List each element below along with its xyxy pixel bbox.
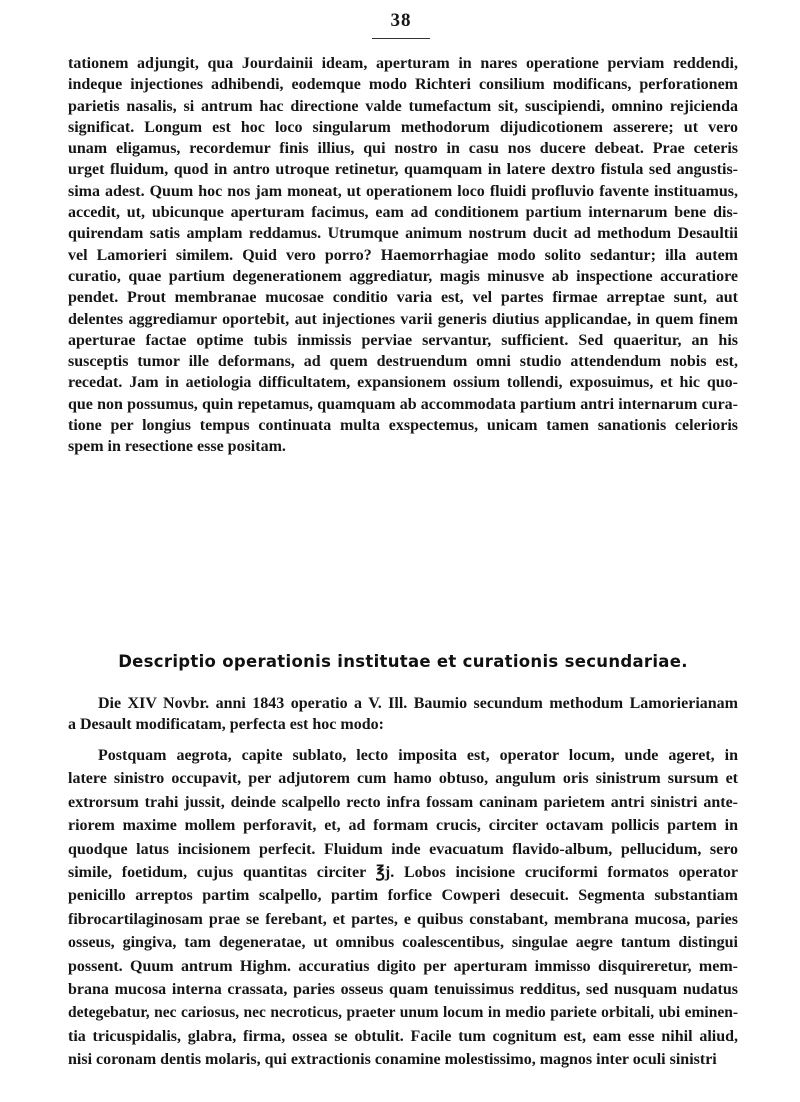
text-line: indeque injectiones adhibendi, eodemque modo Richteri consilium modificans, perforationem: [68, 76, 738, 94]
text-line: tione per longius tempus continuata multa exspectemus, unicam tamen sanationis celerioris: [68, 417, 738, 435]
text-line: extrorsum trahi jussit, deinde scalpello recto infra fossam caninam parietem antri sinistri ante-: [68, 793, 738, 811]
text-line: simile, foetidum, cujus quantitas circiter ℥j. Lobos incisione cruciformi formatos operator: [68, 864, 738, 882]
text-line: tia tricuspidalis, glabra, firma, ossea se obtulit. Facile tum cognitum est, eam esse nihil aliud,: [68, 1027, 738, 1045]
paragraph-text: [68, 53, 738, 458]
text-line: unam eligamus, recordemur finis illius, qui nostro in casu nos ducere debeat. Prae ceteris: [68, 140, 738, 158]
text-line: delentes aggrediamur oportebit, aut injectiones varii generis diutius applicandae, in quem finem: [68, 310, 738, 328]
text-line: accedit, ut, ubicunque aperturam facimus, eam ad conditionem partium internarum bene dis-: [68, 204, 738, 222]
text-line: recedat. Jam in aetiologia difficultatem, expansionem ossium tollendi, exposuimus, et hic quo-: [68, 374, 738, 392]
text-line: penicillo arreptos partim scalpello, partim forfice Cowperi desecuit. Segmenta substantiam: [68, 887, 738, 905]
text-line: urget fluidum, quod in antro utroque retinetur, quamquam in latere dextro fistula sed angustis-: [68, 161, 738, 179]
text-line: brana mucosa interna crassata, paries osseus quam tenuissimus redditus, sed nusquam nudatus: [68, 981, 738, 999]
text-line: riorem maxime mollem perforavit, et, ad formam crucis, circiter octavam pollicis partem in: [68, 817, 738, 835]
text-line: sima adest. Quum hoc nos jam moneat, ut operationem loco fluidi profluvio favente instituamus,: [68, 182, 738, 200]
text-line: tationem adjungit, qua Jourdainii ideam, aperturam in nares operatione perviam reddendi,: [68, 55, 738, 72]
paragraph-intro: [68, 53, 738, 458]
text-line: curatio, quae partium degenerationem aggrediatur, magis minusve ab inspectione accuratiore: [68, 267, 738, 285]
text-line: susceptis tumor ille deformans, ad quem destruendum omni studio attendendum nobis est,: [68, 353, 738, 371]
paragraph-operation: [68, 744, 738, 1072]
text-line: quirendam satis amplam reddamus. Utrumque animum nostrum ducit ad methodum Desaultii: [68, 225, 738, 243]
text-line: osseus, gingiva, tam degeneratae, ut omnibus coalescentibus, singulae aegre tantum distingui: [68, 934, 738, 952]
text-line: significat. Longum est hoc loco singularum methodorum dijudicotionem asserere; ut vero: [68, 118, 738, 136]
text-line: Die XIV Novbr. anni 1843 operatio a V. Ill. Baumio secundum methodum Lamorierianam: [98, 695, 738, 712]
text-line: parietis nasalis, si antrum hac directione valde tumefactum sit, suscipiendi, omnino rejicienda: [68, 97, 738, 115]
paragraph-text: [68, 693, 738, 736]
text-line: spem in resectione esse positam.: [68, 438, 286, 456]
text-line: detegebatur, nec cariosus, nec necroticus, praeter unum locum in medio pariete orbitali, ubi eminen-: [68, 1004, 738, 1022]
text-line: vel Lamorieri similem. Quid vero porro? Haemorrhagiae modo solito sedantur; illa autem: [68, 246, 738, 264]
page-number-rule: [372, 38, 430, 39]
text-line: latere sinistro occupavit, per adjutorem cum hamo obtuso, angulum oris sinistrum sursum et: [68, 770, 738, 788]
text-line: fibrocartilaginosam prae se ferebant, et partes, e quibus constabant, membrana mucosa, paries: [68, 910, 738, 928]
text-line: quodque latus incisionem perfecit. Fluidum inde evacuatum flavido-album, pellucidum, sero: [68, 840, 738, 858]
paragraph-text: [68, 744, 738, 1072]
text-line: Postquam aegrota, capite sublato, lecto imposita est, operator locum, unde ageret, in: [98, 747, 738, 764]
text-line: a Desault modificatam, perfecta est hoc modo:: [68, 716, 384, 734]
text-line: possent. Quum antrum Highm. accuratius digito per aperturam immisso disquireretur, mem-: [68, 957, 738, 975]
section-heading: Descriptio operationis institutae et curationis secundariae.: [118, 652, 688, 671]
text-line: nisi coronam dentis molaris, qui extractionis conamine molestissimo, magnos inter oculi sinistri: [68, 1051, 717, 1069]
text-line: pendet. Prout membranae mucosae conditio varia est, vel partes firmae arreptae sunt, aut: [68, 289, 738, 307]
text-line: que non possumus, quin repetamus, quamquam ab accommodata partium antri internarum cura-: [68, 395, 738, 413]
page-number: 38: [390, 10, 412, 31]
paragraph-date: [68, 693, 738, 736]
text-line: aperturae factae optime tubis inmissis perviae servantur, sufficient. Sed quaeritur, an his: [68, 331, 738, 349]
